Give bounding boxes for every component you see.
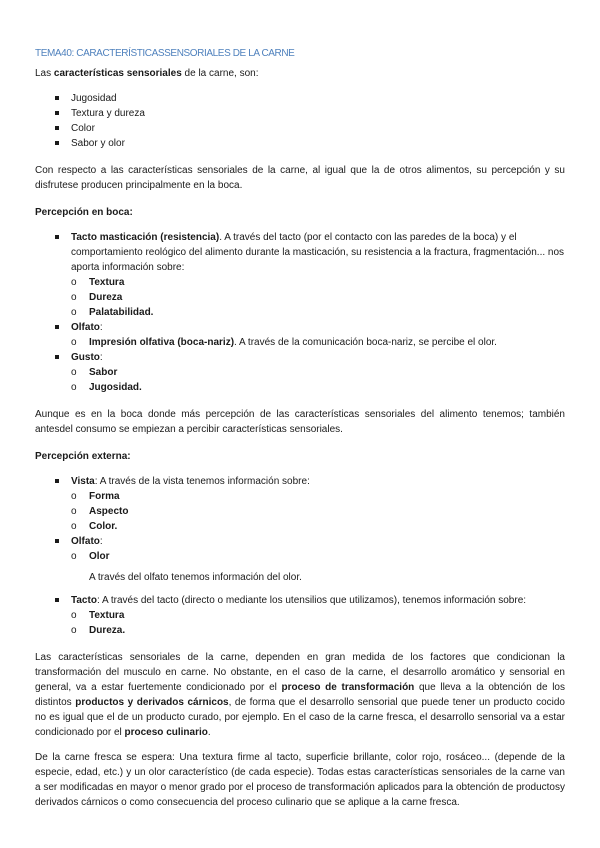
externa-vista-item: Vista: A través de la vista tenemos información sobre: o Forma o Aspecto o Color.	[35, 474, 565, 534]
sub-item: o Olor	[71, 549, 565, 564]
sub-item: o Jugosidad.	[71, 380, 565, 395]
boca-list	[35, 230, 565, 395]
boca-olfato-item: Olfato: o Impresión olfativa (boca-nariz). A través de la comunicación boca-nariz, se percibe el olor.	[35, 320, 565, 350]
sub-item: o Dureza.	[71, 623, 565, 638]
sub-item: o Textura	[71, 608, 565, 623]
externa-vista-sublist	[71, 489, 565, 534]
sub-item: o Dureza	[71, 290, 565, 305]
sub-item: o Aspecto	[71, 504, 565, 519]
sub-item: o Forma	[71, 489, 565, 504]
characteristics-list	[35, 91, 565, 151]
externa-olfato-item: Olfato: o Olor A través del olfato tenemos información del olor.	[35, 534, 565, 593]
boca-tacto-item: Tacto masticación (resistencia). A través del tacto (por el contacto con las paredes de la boca) y el comportamiento reológico del alimento durante la masticación, su resistencia a la fractura, fragmentación... nos aporta información sobre: o Textura o Dureza o Palatabilidad.	[35, 230, 565, 320]
externa-tacto-item: Tacto: A través del tacto (directo o mediante los utensilios que utilizamos), tenemos información sobre: o Textura o Dureza.	[35, 593, 565, 638]
sub-item: o Color.	[71, 519, 565, 534]
heading-percepcion-boca: Percepción en boca:	[35, 207, 133, 218]
heading-percepcion-externa: Percepción externa:	[35, 451, 131, 462]
list-item: Jugosidad	[35, 91, 565, 106]
sub-item: o Impresión olfativa (boca-nariz). A través de la comunicación boca-nariz, se percibe el olor.	[71, 335, 565, 350]
intro-paragraph: Las características sensoriales de la carne, son:	[35, 68, 259, 79]
list-item: Sabor y olor	[35, 136, 565, 151]
boca-gusto-item: Gusto: o Sabor o Jugosidad.	[35, 350, 565, 395]
paragraph-perception: Con respecto a las características sensoriales de la carne, al igual que la de otros alimentos, su percepción y su disfrutese producen principalmente en la boca.	[35, 165, 565, 191]
sub-item: o Palatabilidad.	[71, 305, 565, 320]
olfato-note: A través del olfato tenemos información del olor.	[89, 572, 302, 583]
boca-tacto-sublist	[71, 275, 565, 320]
list-item: Textura y dureza	[35, 106, 565, 121]
paragraph-transformation: Las características sensoriales de la carne, dependen en gran medida de los factores que condicionan la transformación del musculo en carne. No obstante, en el caso de la carne, el desarrollo aromático y sensorial en general, va a estar fuertemente condicionado por el proceso de transformación que lleva a la obtención de los distintos productos y derivados cárnicos, de forma que el desarrollo sensorial que puede tener un producto cocido no es igual que el de un producto curado, por ejemplo. En el caso de la carne fresca, el desarrollo sensorial va a estar condicionado por el proceso culinario.	[35, 652, 565, 738]
sub-item: o Sabor	[71, 365, 565, 380]
paragraph-boca-summary: Aunque es en la boca donde más percepción de las características sensoriales del alimento tenemos; también antesdel consumo se empiezan a percibir características sensoriales.	[35, 409, 565, 435]
list-item: Color	[35, 121, 565, 136]
externa-tacto-sublist	[71, 608, 565, 638]
sub-item: o Textura	[71, 275, 565, 290]
boca-gusto-sublist	[71, 365, 565, 395]
document-title: TEMA40: CARACTERÍSTICASSENSORIALES DE LA CARNE	[35, 48, 295, 59]
externa-list	[35, 474, 565, 638]
externa-olfato-sublist	[71, 549, 565, 564]
boca-olfato-sublist	[71, 335, 565, 350]
paragraph-fresh-meat: De la carne fresca se espera: Una textura firme al tacto, superficie brillante, color rojo, rosáceo... (depende de la especie, edad, etc.) y un olor característico (de cada especie). Todas estas características sensoriales de la carne van a ser modificadas en mayor o menor grado por el proceso de transformación aplicados para la obtención de productosy derivados cárnicos o como consecuencia del proceso culinario que se aplique a la carne fresca.	[35, 752, 565, 808]
document-body	[35, 47, 565, 810]
